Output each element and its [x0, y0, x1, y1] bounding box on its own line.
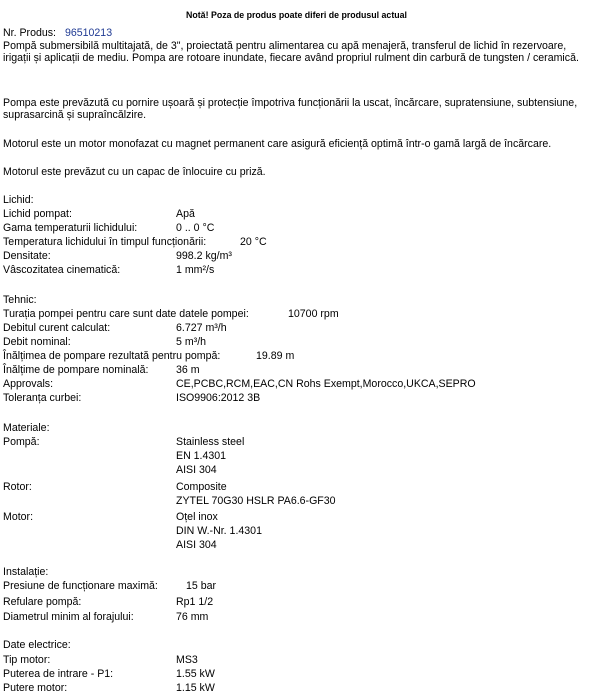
spec-label: Înălțimea de pompare rezultată pentru pompă: — [3, 350, 221, 362]
section-heading-electrice: Date electrice: — [3, 639, 71, 651]
product-number-value: 96510213 — [64, 27, 113, 39]
spec-label: Densitate: — [3, 250, 51, 262]
material-value: AISI 304 — [176, 539, 217, 551]
section-heading-materiale: Materiale: — [3, 422, 50, 434]
spec-label: Turația pompei pentru care sunt date datele pompei: — [3, 308, 249, 320]
spec-value: 15 bar — [186, 580, 217, 592]
spec-value: Rp1 1/2 — [176, 596, 214, 608]
spec-value: 36 m — [176, 364, 200, 376]
material-value: Composite — [176, 481, 227, 493]
section-heading-lichid: Lichid: — [3, 194, 34, 206]
material-value: DIN W.-Nr. 1.4301 — [176, 525, 262, 537]
protection-paragraph: Pompa este prevăzută cu pornire ușoară și protecție împotriva funcționării la uscat, încărcare, supratensiune, subtensiune, suprasarcină și supraîncălzire. — [3, 97, 578, 121]
spec-label: Diametrul minim al forajului: — [3, 611, 134, 623]
spec-label: Toleranța curbei: — [3, 392, 82, 404]
motor-paragraph: Motorul este un motor monofazat cu magnet permanent care asigură eficiență optimă într-o gamă largă de încărcare. — [3, 138, 552, 150]
spec-label: Tip motor: — [3, 654, 51, 666]
spec-value: 19.89 m — [256, 350, 295, 362]
spec-value: 1.55 kW — [176, 668, 215, 680]
spec-value: Apă — [176, 208, 195, 220]
spec-label: Puterea de intrare - P1: — [3, 668, 114, 680]
motor-cover-paragraph: Motorul este prevăzut cu un capac de înlocuire cu priză. — [3, 166, 266, 178]
spec-label: Înălțime de pompare nominală: — [3, 364, 149, 376]
material-value: EN 1.4301 — [176, 450, 227, 462]
spec-label: Refulare pompă: — [3, 596, 82, 608]
spec-value: 5 m³/h — [176, 336, 207, 348]
material-value: Oțel inox — [176, 511, 218, 523]
material-value: AISI 304 — [176, 464, 217, 476]
product-image-notice: Notă! Poza de produs poate diferi de produsul actual — [186, 10, 407, 20]
spec-value: 76 mm — [176, 611, 209, 623]
spec-label: Gama temperaturii lichidului: — [3, 222, 138, 234]
product-number-line — [3, 27, 112, 39]
section-heading-instalatie: Instalație: — [3, 566, 49, 578]
spec-value: MS3 — [176, 654, 198, 666]
spec-label: Debitul curent calculat: — [3, 322, 111, 334]
spec-value: 1 mm²/s — [176, 264, 215, 276]
section-heading-tehnic: Tehnic: — [3, 294, 37, 306]
spec-value: CE,PCBC,RCM,EAC,CN Rohs Exempt,Morocco,UKCA,SEPRO — [176, 378, 476, 390]
spec-label: Debit nominal: — [3, 336, 71, 348]
spec-label: Presiune de funcționare maximă: — [3, 580, 158, 592]
spec-value: 1.15 kW — [176, 682, 215, 694]
spec-value: ISO9906:2012 3B — [176, 392, 261, 404]
description-paragraph: Pompă submersibilă multitajată, de 3", proiectată pentru alimentarea cu apă menajeră, transferul de lichid în rezervoare, irigații și aplicații de mediu. Pompa are rotoare inundate, fiecare având propriul rulment din carbură de tungsten / ceramică. — [3, 40, 579, 64]
material-label-pompa: Pompă: — [3, 436, 40, 448]
material-value: ZYTEL 70G30 HSLR PA6.6-GF30 — [176, 495, 336, 507]
spec-value: 6.727 m³/h — [176, 322, 227, 334]
material-label-rotor: Rotor: — [3, 481, 32, 493]
spec-value: 998.2 kg/m³ — [176, 250, 232, 262]
spec-label: Temperatura lichidului în timpul funcționării: — [3, 236, 207, 248]
spec-value: 0 .. 0 °C — [176, 222, 215, 234]
spec-label: Lichid pompat: — [3, 208, 72, 220]
spec-value: 20 °C — [240, 236, 267, 248]
spec-label: Vâscozitatea cinematică: — [3, 264, 121, 276]
material-value: Stainless steel — [176, 436, 245, 448]
material-label-motor: Motor: — [3, 511, 34, 523]
spec-value: 10700 rpm — [288, 308, 339, 320]
spec-label: Approvals: — [3, 378, 54, 390]
product-number-label: Nr. Produs: — [3, 27, 56, 39]
spec-label: Putere motor: — [3, 682, 68, 694]
